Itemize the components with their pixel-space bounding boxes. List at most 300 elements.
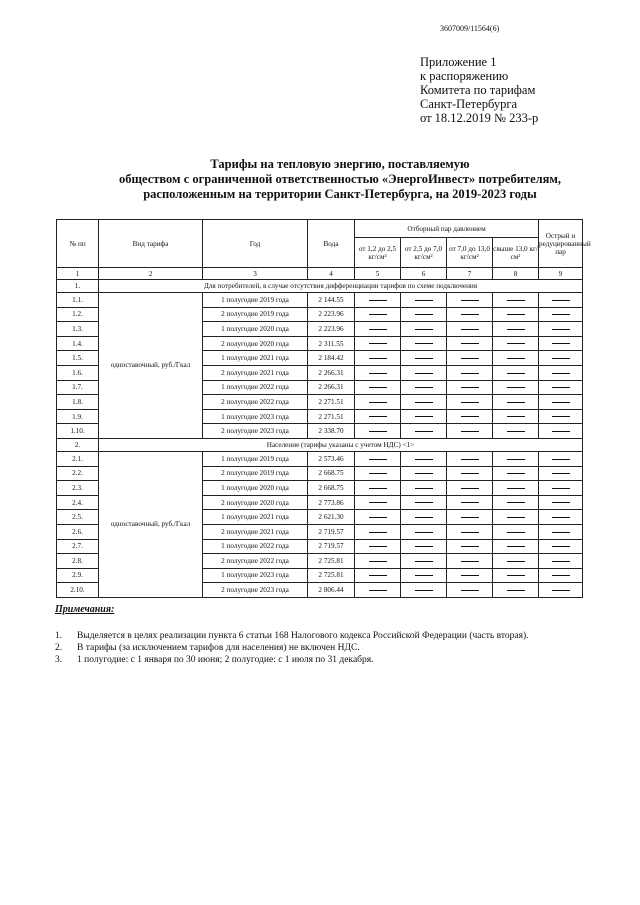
dash-mark [507,373,525,374]
empty-value-cell [493,380,539,395]
empty-value-cell [355,583,401,598]
empty-value-cell [493,466,539,481]
note-item [55,654,529,666]
row-period: 1 полугодие 2019 года [203,293,308,308]
dash-mark [415,416,433,417]
section-row [57,438,583,451]
dash-mark [507,575,525,576]
dash-mark [507,532,525,533]
dash-mark [415,387,433,388]
column-number: 5 [355,268,401,280]
empty-value-cell [539,466,583,481]
dash-mark [507,343,525,344]
dash-mark [415,488,433,489]
empty-value-cell [539,307,583,322]
title-line: расположенным на территории Санкт-Петербурга, на 2019-2023 годы [143,187,537,201]
row-code: 1.10. [57,424,99,439]
row-code: 1.7. [57,380,99,395]
appendix-block [420,55,538,125]
empty-value-cell [355,568,401,583]
dash-mark [415,402,433,403]
empty-value-cell [447,307,493,322]
dash-mark [415,590,433,591]
header-steam-4: свыше 13,0 кг/см² [493,238,539,268]
row-period: 1 полугодие 2019 года [203,451,308,466]
dash-mark [552,387,570,388]
row-water-value: 2 719.57 [308,539,355,554]
row-water-value: 2 719.57 [308,524,355,539]
empty-value-cell [447,510,493,525]
empty-value-cell [493,568,539,583]
empty-value-cell [401,554,447,569]
dash-mark [507,300,525,301]
dash-mark [415,546,433,547]
row-code: 1.1. [57,293,99,308]
row-period: 1 полугодие 2022 года [203,380,308,395]
note-number: 1. [55,631,63,641]
dash-mark [461,473,479,474]
empty-value-cell [493,351,539,366]
empty-value-cell [355,395,401,410]
row-period: 1 полугодие 2023 года [203,409,308,424]
dash-mark [415,431,433,432]
dash-mark [369,329,387,330]
tariff-kind: одноставочный, руб./Гкал [99,293,203,439]
row-code: 1.9. [57,409,99,424]
dash-mark [415,561,433,562]
empty-value-cell [539,539,583,554]
dash-mark [415,373,433,374]
row-period: 1 полугодие 2023 года [203,568,308,583]
dash-mark [461,517,479,518]
note-text: Выделяется в целях реализации пункта 6 статьи 168 Налогового кодекса Российской Федерации (часть вторая). [77,631,529,641]
empty-value-cell [355,322,401,337]
row-period: 2 полугодие 2020 года [203,336,308,351]
dash-mark [369,575,387,576]
row-water-value: 2 311.55 [308,336,355,351]
row-period: 2 полугодие 2023 года [203,424,308,439]
row-code: 1.5. [57,351,99,366]
empty-value-cell [355,351,401,366]
note-item [55,630,529,642]
empty-value-cell [447,481,493,496]
empty-value-cell [539,409,583,424]
note-number: 3. [55,655,63,665]
row-code: 2.8. [57,554,99,569]
dash-mark [507,314,525,315]
header-steam-group: Отборный пар давлением [355,220,539,238]
empty-value-cell [447,451,493,466]
dash-mark [369,402,387,403]
row-code: 1.3. [57,322,99,337]
empty-value-cell [401,495,447,510]
empty-value-cell [401,424,447,439]
row-water-value: 2 266.31 [308,380,355,395]
empty-value-cell [539,524,583,539]
row-code: 1.6. [57,365,99,380]
empty-value-cell [493,510,539,525]
empty-value-cell [355,293,401,308]
title-line: обществом с ограниченной ответственностью «ЭнергоИнвест» потребителям, [118,172,562,186]
note-text: В тарифы (за исключением тарифов для населения) не включен НДС. [77,643,360,653]
empty-value-cell [355,380,401,395]
empty-value-cell [355,524,401,539]
row-period: 2 полугодие 2021 года [203,365,308,380]
dash-mark [369,373,387,374]
column-number: 7 [447,268,493,280]
row-code: 2.3. [57,481,99,496]
row-water-value: 2 271.51 [308,395,355,410]
row-water-value: 2 271.51 [308,409,355,424]
row-water-value: 2 573.46 [308,451,355,466]
empty-value-cell [539,322,583,337]
dash-mark [369,473,387,474]
row-water-value: 2 668.75 [308,466,355,481]
empty-value-cell [401,351,447,366]
empty-value-cell [493,293,539,308]
dash-mark [552,488,570,489]
dash-mark [552,416,570,417]
empty-value-cell [539,451,583,466]
dash-mark [369,358,387,359]
empty-value-cell [355,539,401,554]
header-kind: Вид тарифа [99,220,203,268]
title-line: Тарифы на тепловую энергию, поставляемую [210,157,470,171]
empty-value-cell [401,481,447,496]
row-period: 1 полугодие 2021 года [203,351,308,366]
dash-mark [415,300,433,301]
document-number: 3607009/11564(6) [440,24,500,33]
tariff-table [56,219,591,598]
empty-value-cell [401,336,447,351]
row-period: 1 полугодие 2020 года [203,322,308,337]
dash-mark [415,329,433,330]
empty-value-cell [355,336,401,351]
empty-value-cell [539,554,583,569]
column-number: 1 [57,268,99,280]
empty-value-cell [539,495,583,510]
column-number: 4 [308,268,355,280]
empty-value-cell [355,451,401,466]
dash-mark [552,532,570,533]
dash-mark [507,329,525,330]
document-title [60,157,620,202]
row-water-value: 2 773.86 [308,495,355,510]
empty-value-cell [447,554,493,569]
dash-mark [461,532,479,533]
empty-value-cell [539,351,583,366]
row-period: 2 полугодие 2022 года [203,554,308,569]
empty-value-cell [493,424,539,439]
dash-mark [507,546,525,547]
dash-mark [507,431,525,432]
empty-value-cell [539,424,583,439]
table-row [57,293,583,308]
section-title: Для потребителей, в случае отсутствия дифференциации тарифов по схеме подключения [99,280,583,293]
dash-mark [461,488,479,489]
note-item [55,642,529,654]
empty-value-cell [355,424,401,439]
note-text: 1 полугодие: с 1 января по 30 июня; 2 полугодие: с 1 июля по 31 декабря. [77,655,374,665]
dash-mark [552,502,570,503]
empty-value-cell [539,568,583,583]
dash-mark [369,561,387,562]
empty-value-cell [493,336,539,351]
row-water-value: 2 806.44 [308,583,355,598]
dash-mark [461,314,479,315]
dash-mark [507,561,525,562]
empty-value-cell [355,365,401,380]
row-period: 2 полугодие 2019 года [203,307,308,322]
empty-value-cell [401,307,447,322]
row-water-value: 2 184.42 [308,351,355,366]
empty-value-cell [447,336,493,351]
row-period: 1 полугодие 2021 года [203,510,308,525]
row-code: 1.4. [57,336,99,351]
dash-mark [415,459,433,460]
dash-mark [415,314,433,315]
row-period: 1 полугодие 2020 года [203,481,308,496]
dash-mark [461,387,479,388]
dash-mark [552,473,570,474]
column-number: 6 [401,268,447,280]
dash-mark [552,575,570,576]
dash-mark [461,343,479,344]
dash-mark [552,358,570,359]
empty-value-cell [401,380,447,395]
dash-mark [507,517,525,518]
row-water-value: 2 725.81 [308,568,355,583]
appendix-line: Приложение 1 [420,55,497,69]
dash-mark [461,575,479,576]
header-year: Год [203,220,308,268]
row-period: 2 полугодие 2022 года [203,395,308,410]
row-water-value: 2 621.30 [308,510,355,525]
empty-value-cell [355,554,401,569]
dash-mark [507,387,525,388]
dash-mark [507,590,525,591]
empty-value-cell [539,395,583,410]
empty-value-cell [447,293,493,308]
empty-value-cell [401,568,447,583]
table-row [57,451,583,466]
dash-mark [415,473,433,474]
dash-mark [369,546,387,547]
dash-mark [461,431,479,432]
dash-mark [507,402,525,403]
row-water-value: 2 223.96 [308,322,355,337]
dash-mark [369,590,387,591]
row-code: 2.6. [57,524,99,539]
dash-mark [552,300,570,301]
empty-value-cell [447,365,493,380]
dash-mark [552,561,570,562]
empty-value-cell [447,539,493,554]
empty-value-cell [401,583,447,598]
empty-value-cell [401,293,447,308]
dash-mark [415,532,433,533]
empty-value-cell [355,409,401,424]
empty-value-cell [401,510,447,525]
empty-value-cell [401,451,447,466]
dash-mark [507,502,525,503]
dash-mark [461,358,479,359]
appendix-line: Санкт-Петербурга [420,97,518,111]
dash-mark [369,517,387,518]
dash-mark [369,343,387,344]
dash-mark [552,590,570,591]
empty-value-cell [493,495,539,510]
header-live-steam: Острый и редуцированный пар [539,220,583,268]
dash-mark [552,402,570,403]
dash-mark [369,387,387,388]
dash-mark [552,459,570,460]
row-period: 2 полугодие 2021 года [203,524,308,539]
header-num: № пп [57,220,99,268]
empty-value-cell [493,409,539,424]
empty-value-cell [447,395,493,410]
notes-title: Примечания: [55,604,115,615]
column-number: 9 [539,268,583,280]
dash-mark [415,343,433,344]
dash-mark [461,590,479,591]
appendix-line: к распоряжению [420,69,509,83]
empty-value-cell [401,539,447,554]
tariff-kind: одноставочный, руб./Гкал [99,451,203,597]
empty-value-cell [355,307,401,322]
empty-value-cell [493,307,539,322]
row-period: 1 полугодие 2022 года [203,539,308,554]
empty-value-cell [447,568,493,583]
dash-mark [369,314,387,315]
empty-value-cell [401,365,447,380]
header-steam-1: от 1,2 до 2,5 кг/см² [355,238,401,268]
dash-mark [415,502,433,503]
dash-mark [552,343,570,344]
empty-value-cell [355,466,401,481]
row-water-value: 2 338.70 [308,424,355,439]
appendix-line: Комитета по тарифам [420,83,536,97]
row-period: 2 полугодие 2023 года [203,583,308,598]
row-code: 2.10. [57,583,99,598]
row-code: 2.4. [57,495,99,510]
dash-mark [369,300,387,301]
dash-mark [461,402,479,403]
dash-mark [552,431,570,432]
dash-mark [552,329,570,330]
row-water-value: 2 144.55 [308,293,355,308]
dash-mark [552,314,570,315]
empty-value-cell [493,451,539,466]
empty-value-cell [493,365,539,380]
empty-value-cell [447,351,493,366]
column-number: 2 [99,268,203,280]
row-code: 2.1. [57,451,99,466]
column-number: 8 [493,268,539,280]
empty-value-cell [355,510,401,525]
dash-mark [369,502,387,503]
row-code: 1.8. [57,395,99,410]
row-code: 2.9. [57,568,99,583]
dash-mark [369,431,387,432]
empty-value-cell [493,554,539,569]
dash-mark [507,358,525,359]
dash-mark [369,532,387,533]
row-code: 2.7. [57,539,99,554]
section-code: 1. [57,280,99,293]
dash-mark [507,488,525,489]
empty-value-cell [401,524,447,539]
empty-value-cell [447,495,493,510]
row-code: 1.2. [57,307,99,322]
header-steam-2: от 2,5 до 7,0 кг/см² [401,238,447,268]
empty-value-cell [539,336,583,351]
dash-mark [552,373,570,374]
dash-mark [461,459,479,460]
row-water-value: 2 266.31 [308,365,355,380]
empty-value-cell [539,510,583,525]
dash-mark [507,473,525,474]
dash-mark [369,488,387,489]
dash-mark [461,561,479,562]
dash-mark [461,502,479,503]
section-row [57,280,583,293]
header-water: Вода [308,220,355,268]
empty-value-cell [539,365,583,380]
empty-value-cell [401,466,447,481]
empty-value-cell [401,322,447,337]
empty-value-cell [447,524,493,539]
row-water-value: 2 668.75 [308,481,355,496]
section-code: 2. [57,438,99,451]
dash-mark [552,546,570,547]
dash-mark [461,329,479,330]
dash-mark [552,517,570,518]
dash-mark [507,459,525,460]
dash-mark [415,575,433,576]
empty-value-cell [447,409,493,424]
dash-mark [461,373,479,374]
dash-mark [369,416,387,417]
dash-mark [369,459,387,460]
row-water-value: 2 725.81 [308,554,355,569]
empty-value-cell [539,481,583,496]
empty-value-cell [493,539,539,554]
empty-value-cell [447,466,493,481]
empty-value-cell [539,380,583,395]
empty-value-cell [493,583,539,598]
empty-value-cell [493,481,539,496]
empty-value-cell [493,524,539,539]
column-number: 3 [203,268,308,280]
empty-value-cell [447,424,493,439]
empty-value-cell [355,481,401,496]
appendix-line: от 18.12.2019 № 233-р [420,111,539,125]
dash-mark [461,546,479,547]
dash-mark [507,416,525,417]
dash-mark [461,300,479,301]
row-code: 2.2. [57,466,99,481]
row-water-value: 2 223.96 [308,307,355,322]
empty-value-cell [493,322,539,337]
header-steam-3: от 7,0 до 13,0 кг/см² [447,238,493,268]
empty-value-cell [447,322,493,337]
dash-mark [461,416,479,417]
empty-value-cell [355,495,401,510]
empty-value-cell [539,293,583,308]
dash-mark [415,358,433,359]
section-title: Население (тарифы указаны с учетом НДС) <1> [99,438,583,451]
